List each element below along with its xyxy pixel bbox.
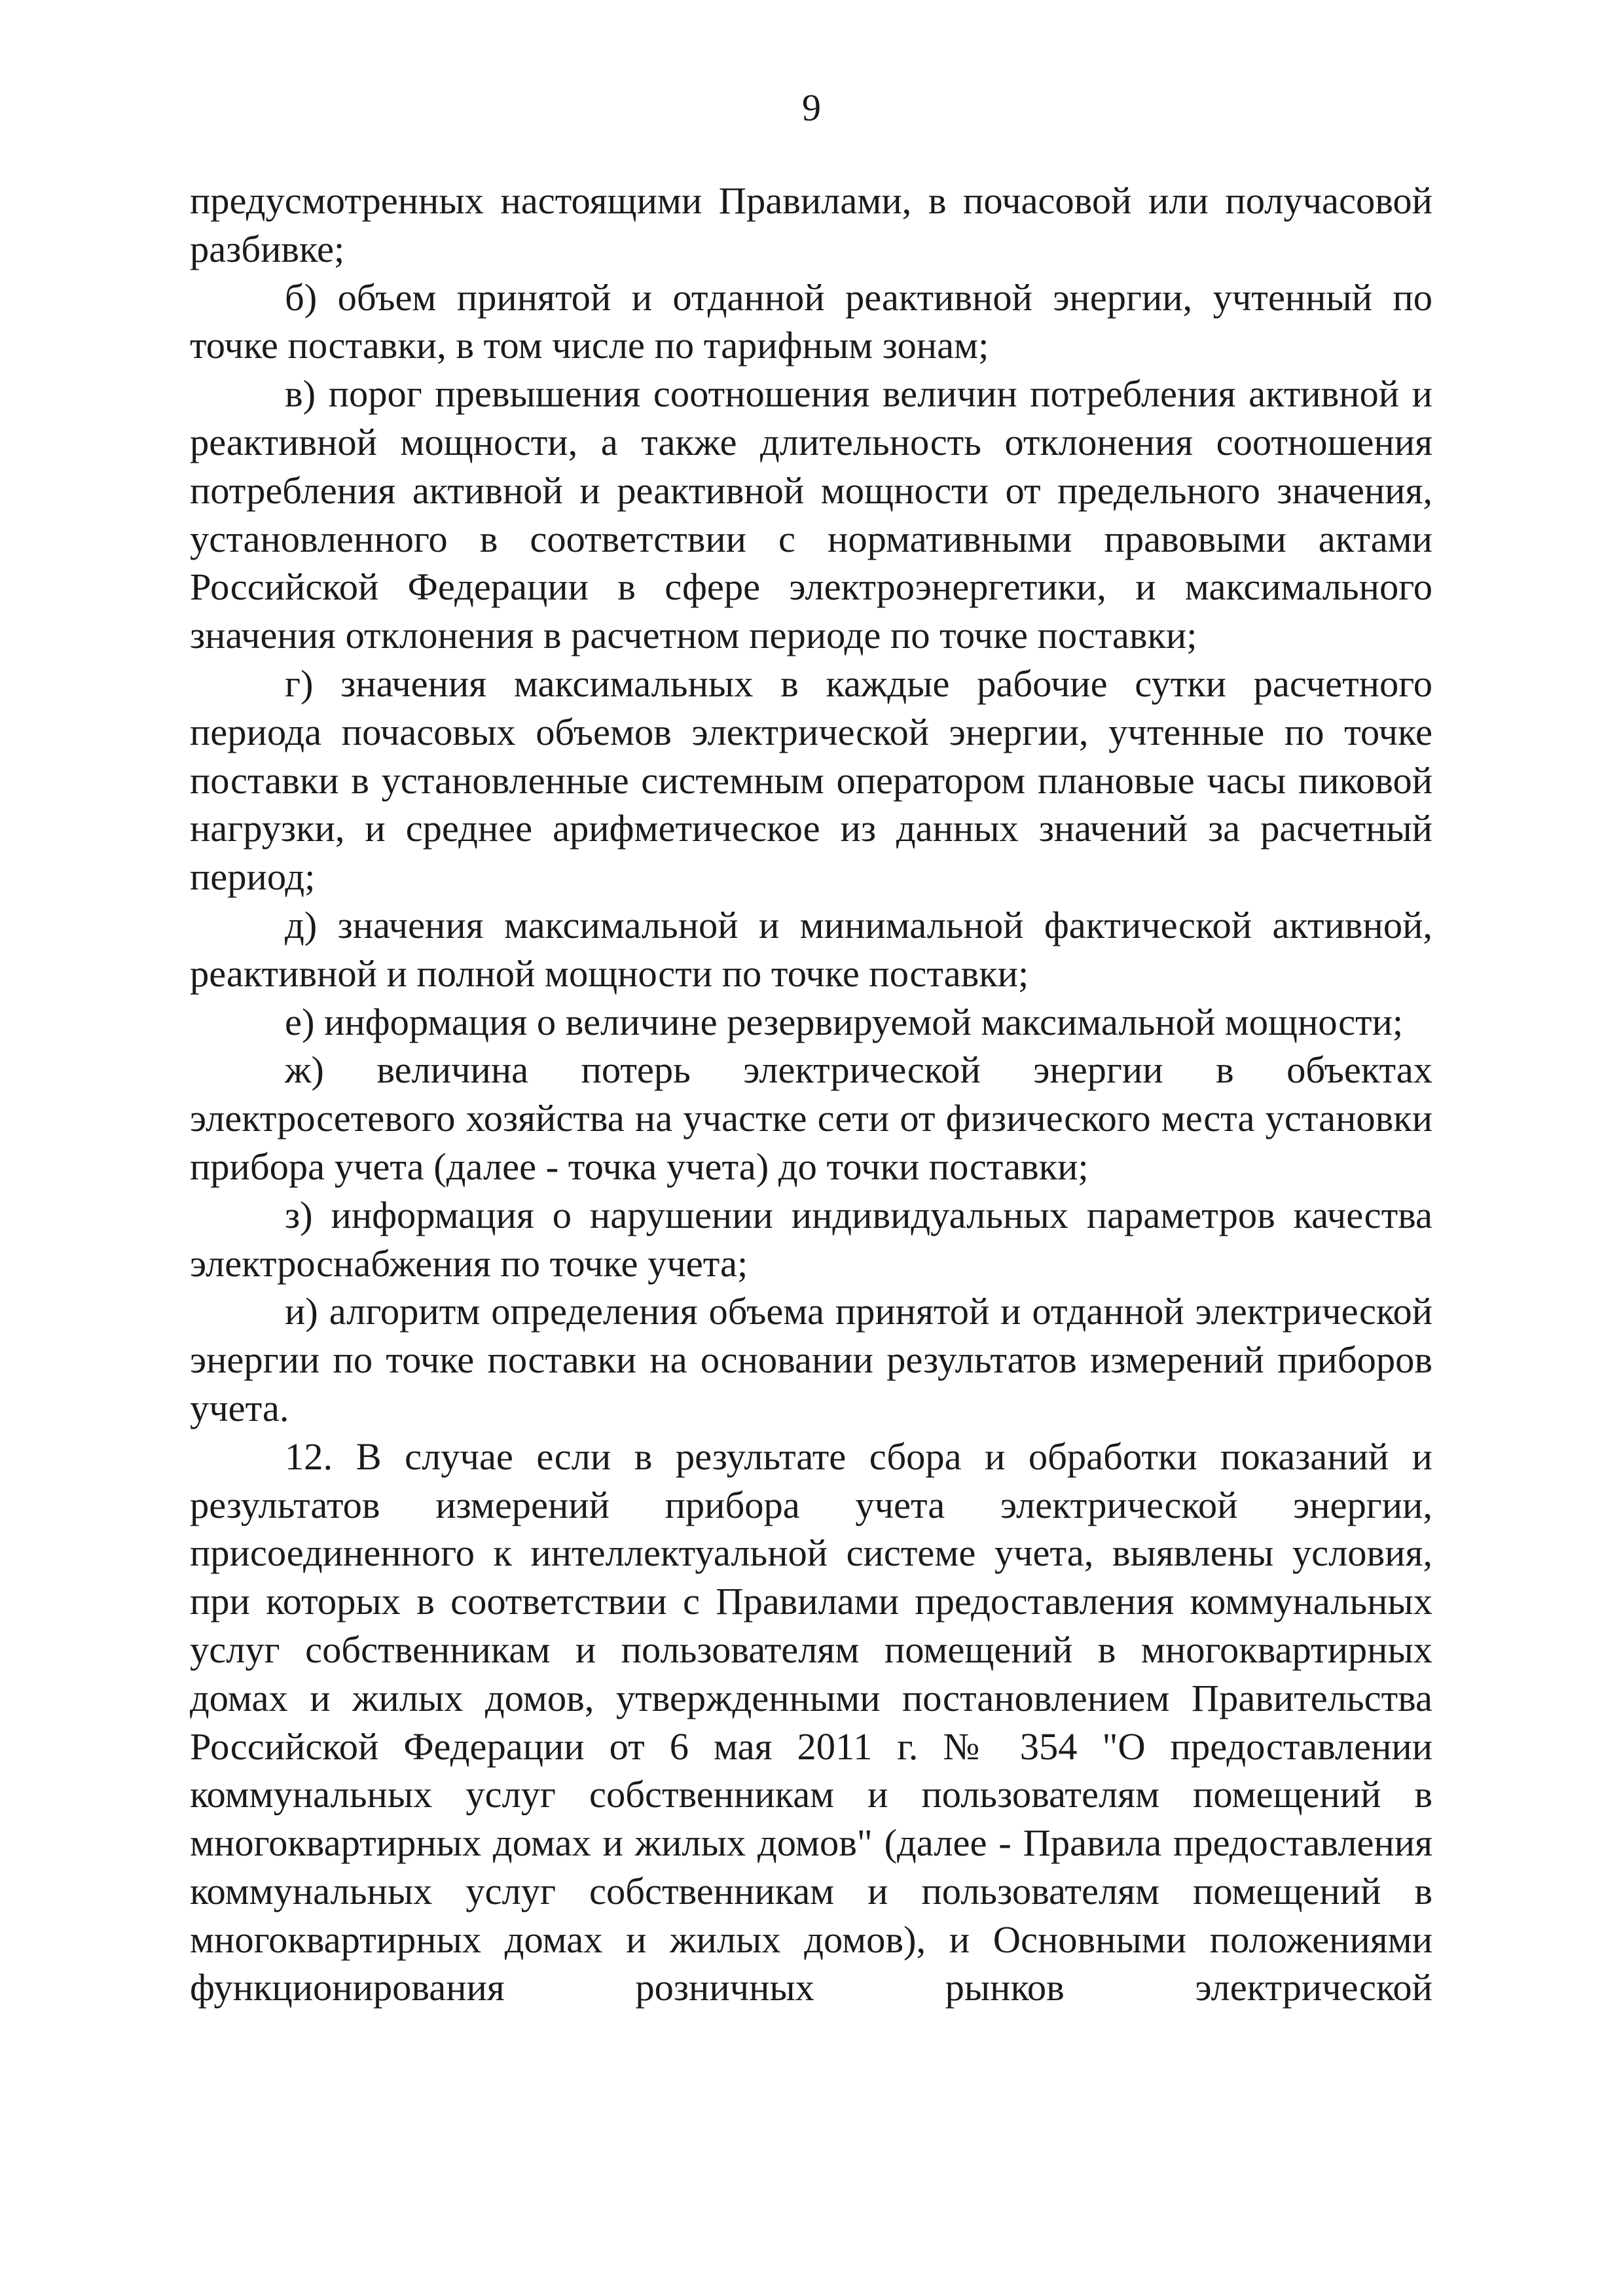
page-number: 9 bbox=[802, 86, 821, 129]
paragraph-item-i: и) алгоритм определения объема принятой и отданной электрической энергии по точке поставки на основании результатов измерений приборов учета. bbox=[190, 1290, 1432, 1429]
paragraph-clause-12: 12. В случае если в результате сбора и обработки показаний и результатов измерений прибора учета электрической энергии, присоединенного к интеллектуальной системе учета, выявлены условия, при которых в соответствии с Правилами предоставления коммунальных услуг собственникам и пользователям помещений в многоквартирных домах и жилых домов, утвержденными постановлением Правительства Российской Федерации от 6 мая 2011 г. № 354 "О предоставлении коммунальных услуг собственникам и пользователям помещений в многоквартирных домах и жилых домов" (далее - Правила предоставления коммунальных услуг собственникам и пользователям помещений в многоквартирных домах и жилых домов), и Основными положениями функционирования розничных рынков электрической bbox=[190, 1435, 1432, 2009]
paragraph-item-b: б) объем принятой и отданной реактивной энергии, учтенный по точке поставки, в том числе по тарифным зонам; bbox=[190, 276, 1432, 367]
paragraph-continuation: предусмотренных настоящими Правилами, в почасовой или получасовой разбивке; bbox=[190, 179, 1432, 270]
paragraph-item-d: д) значения максимальной и минимальной фактической активной, реактивной и полной мощности по точке поставки; bbox=[190, 903, 1432, 995]
paragraph-item-e: е) информация о величине резервируемой максимальной мощности; bbox=[285, 1000, 1404, 1043]
paragraph-item-v: в) порог превышения соотношения величин потребления активной и реактивной мощности, а также длительность отклонения соотношения потребления активной и реактивной мощности от предельного значения, установленного в соответствии с нормативными правовыми актами Российской Федерации в сфере электроэнергетики, и максимального значения отклонения в расчетном периоде по точке поставки; bbox=[190, 372, 1432, 657]
paragraph-item-zh: ж) величина потерь электрической энергии в объектах электросетевого хозяйства на участке сети от физического места установки прибора учета (далее - точка учета) до точки поставки; bbox=[190, 1049, 1432, 1188]
paragraph-item-z: з) информация о нарушении индивидуальных параметров качества электроснабжения по точке учета; bbox=[190, 1193, 1432, 1285]
paragraph-item-g: г) значения максимальных в каждые рабочие сутки расчетного периода почасовых объемов электрической энергии, учтенные по точке поставки в установленные системным оператором плановые часы пиковой нагрузки, и среднее арифметическое из данных значений за расчетный период; bbox=[190, 662, 1432, 899]
document-body bbox=[190, 177, 1432, 2012]
